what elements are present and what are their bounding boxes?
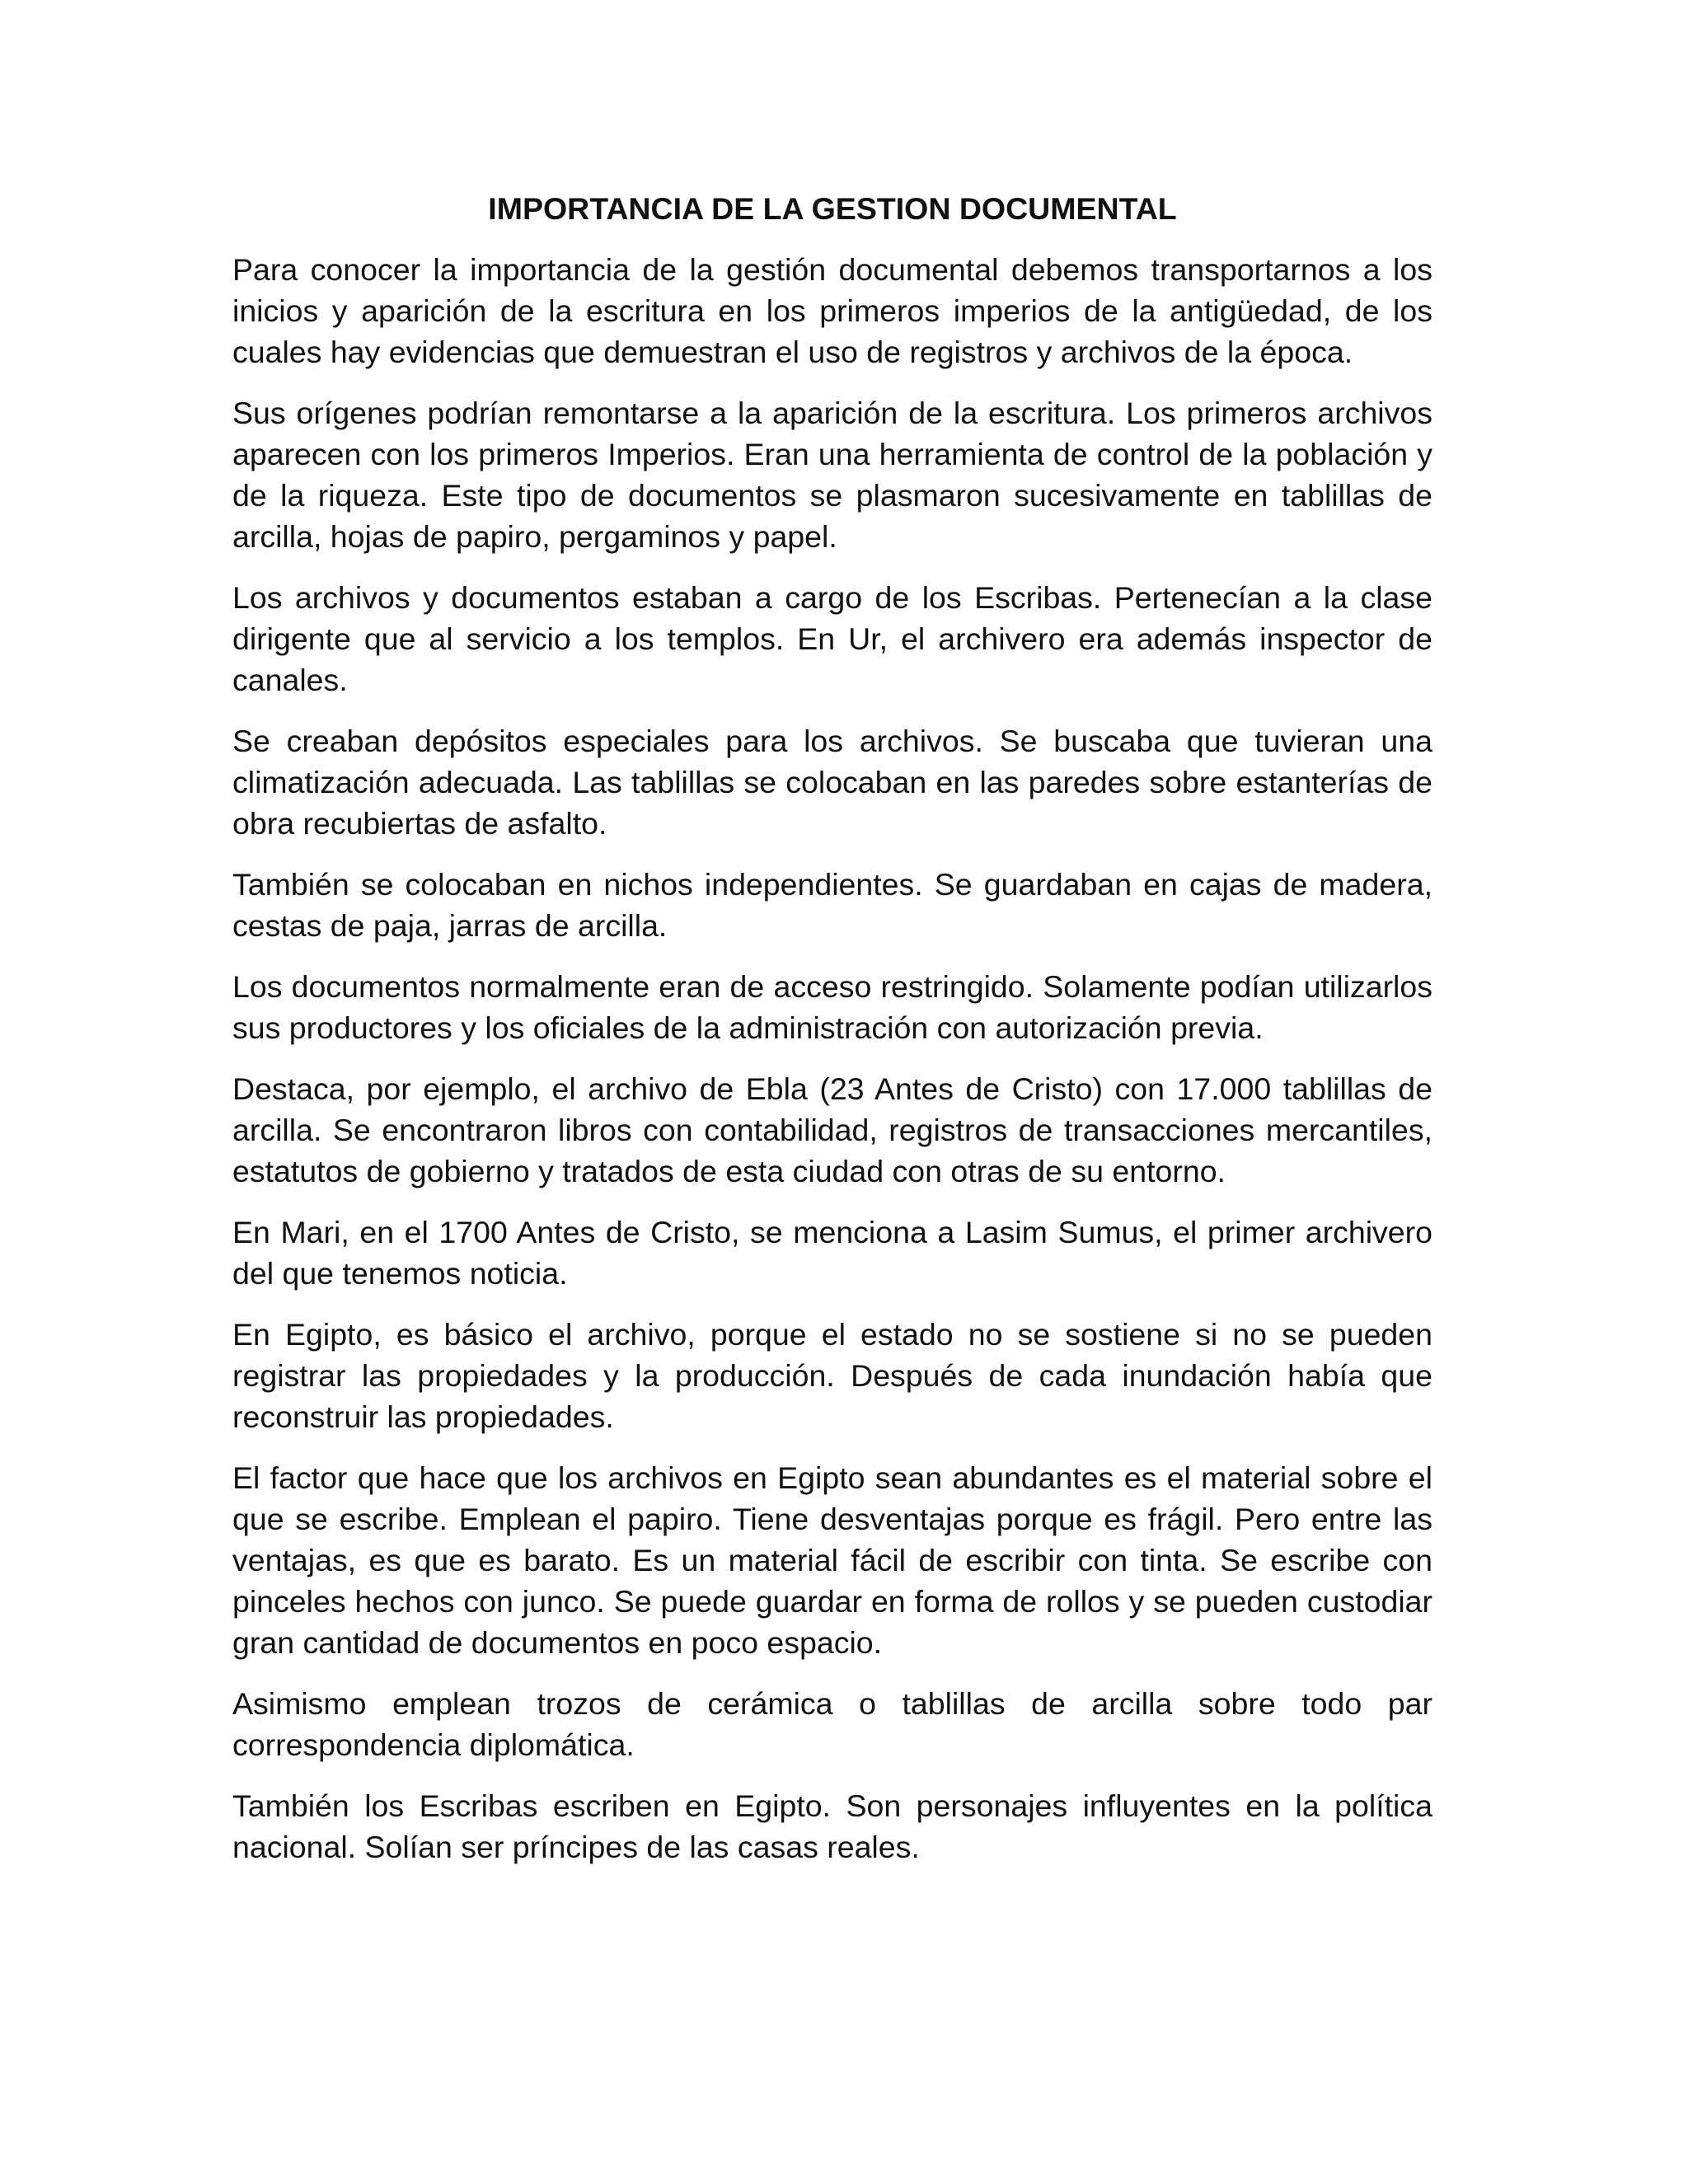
paragraph-3: Los archivos y documentos estaban a cargo de los Escribas. Pertenecían a la clase dirigente que al servicio a los templos. En Ur, el archivero era además inspector de canales.: [232, 580, 1432, 697]
paragraph-12: También los Escribas escriben en Egipto. Son personajes influyentes en la política nacional. Solían ser príncipes de las casas reales.: [232, 1788, 1432, 1864]
document-title: IMPORTANCIA DE LA GESTION DOCUMENTAL: [488, 191, 1177, 226]
paragraph-5: También se colocaban en nichos independientes. Se guardaban en cajas de madera, cestas de paja, jarras de arcilla.: [232, 867, 1432, 943]
document-body: [232, 188, 1432, 1868]
paragraph-2: Sus orígenes podrían remontarse a la aparición de la escritura. Los primeros archivos aparecen con los primeros Imperios. Eran una herramienta de control de la población y de la riqueza. Este tipo de documentos se plasmaron sucesivamente en tablillas de arcilla, hojas de papiro, pergaminos y papel.: [232, 396, 1432, 554]
paragraph-10: El factor que hace que los archivos en Egipto sean abundantes es el material sobre el que se escribe. Emplean el papiro. Tiene desventajas porque es frágil. Pero entre las ventajas, es que es barato. Es un material fácil de escribir con tinta. Se escribe con pinceles hechos con junco. Se puede guardar en forma de rollos y se pueden custodiar gran cantidad de documentos en poco espacio.: [232, 1460, 1432, 1660]
paragraph-11: Asimismo emplean trozos de cerámica o tablillas de arcilla sobre todo par correspondencia diplomática.: [232, 1686, 1432, 1762]
paragraph-1: Para conocer la importancia de la gestión documental debemos transportarnos a los inicios y aparición de la escritura en los primeros imperios de la antigüedad, de los cuales hay evidencias que demuestran el uso de registros y archivos de la época.: [232, 252, 1432, 369]
paragraph-9: En Egipto, es básico el archivo, porque el estado no se sostiene si no se pueden registrar las propiedades y la producción. Después de cada inundación había que reconstruir las propiedades.: [232, 1317, 1432, 1434]
paragraph-8: En Mari, en el 1700 Antes de Cristo, se menciona a Lasim Sumus, el primer archivero del que tenemos noticia.: [232, 1215, 1432, 1291]
paragraph-7: Destaca, por ejemplo, el archivo de Ebla (23 Antes de Cristo) con 17.000 tablillas de arcilla. Se encontraron libros con contabilidad, registros de transacciones mercantiles, estatutos de gobierno y tratados de esta ciudad con otras de su entorno.: [232, 1071, 1432, 1188]
paragraph-4: Se creaban depósitos especiales para los archivos. Se buscaba que tuvieran una climatización adecuada. Las tablillas se colocaban en las paredes sobre estanterías de obra recubiertas de asfalto.: [232, 724, 1432, 841]
paragraph-6: Los documentos normalmente eran de acceso restringido. Solamente podían utilizarlos sus productores y los oficiales de la administración con autorización previa.: [232, 969, 1432, 1045]
